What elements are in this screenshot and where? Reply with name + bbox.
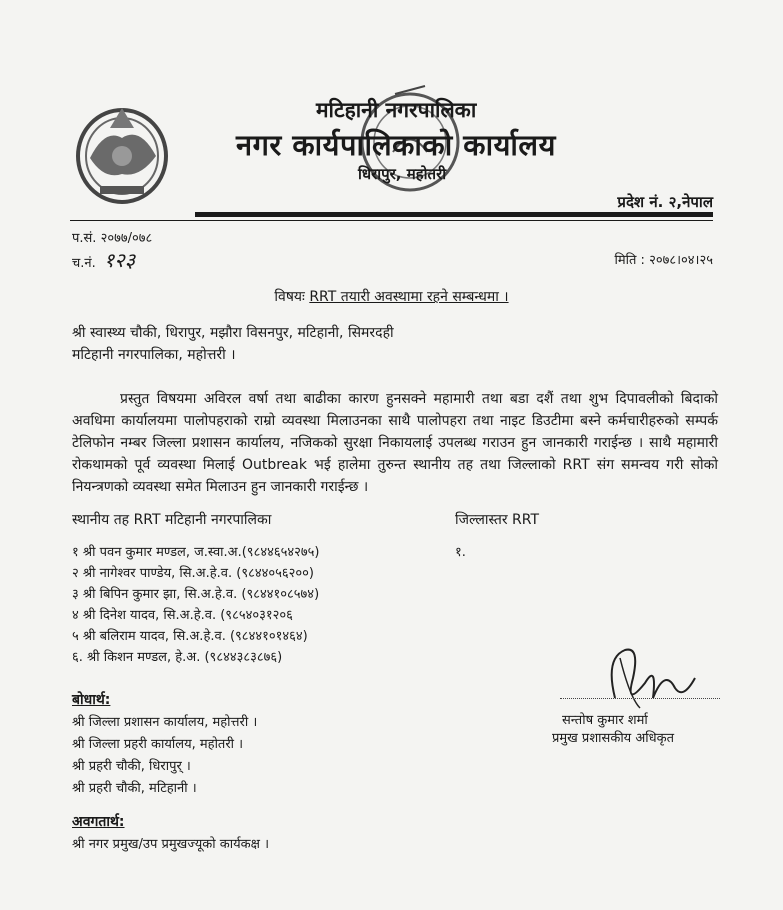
avagatarth-heading: अवगतार्थ: — [72, 814, 125, 830]
rrt-member: ६. श्री किशन मण्डल, हे.अ. (९८४४३८३८७६) — [72, 650, 283, 665]
cc-item: श्री प्रहरी चौकी, मटिहानी । — [72, 781, 197, 796]
municipality-name: मटिहानी नगरपालिका — [316, 98, 477, 122]
rrt-member: ५ श्री बलिराम यादव, सि.अ.हे.व. (९८४४१०१४६४) — [72, 629, 308, 644]
district-rrt-heading: जिल्लास्तर RRT — [455, 512, 540, 528]
rrt-member: ३ श्री बिपिन कुमार झा, सि.अ.हे.व. (९८४४१०८५७४) — [72, 587, 320, 602]
addressee-line-2: मटिहानी नगरपालिका, महोत्तरी । — [72, 347, 236, 363]
rrt-member: ४ श्री दिनेश यादव, सि.अ.हे.व. (९८५४०३१२०६ — [72, 608, 293, 623]
subject-text: RRT तयारी अवस्थामा रहने सम्बन्धमा । — [309, 289, 509, 305]
cc-item: श्री जिल्ला प्रहरी कार्यालय, महोतरी । — [72, 737, 244, 752]
rrt-member: २ श्री नागेश्वर पाण्डेय, सि.अ.हे.व. (९८४४०५६२००) — [72, 566, 315, 581]
header-rule-thin — [70, 220, 713, 221]
handwritten-signature — [595, 638, 705, 718]
patra-sankhya: प.सं. २०७७/०७८ — [72, 231, 153, 246]
body-paragraph: प्रस्तुत विषयमा अविरल वर्षा तथा बाढीका कारण हुनसक्ने महामारी तथा बडा दशैं तथा शुभ दिपावलीको बिदाको अवधिमा कार्यालयमा पालोपहराको राम्रो व्यवस्था मिलाउनका साथै पालोपहरा तथा नाइट डिउटीमा बस्ने कर्मचारीहरुको सम्पर्क टेलिफोन नम्बर जिल्ला प्रशासन कार्यालय, नजिकको सुरक्षा निकायलाई उपलब्ध गराउन हुन जानकारी गराईन्छ । साथै महामारी रोकथामको पूर्व व्यवस्था मिलाई Outbreak भई हालेमा तुरुन्त स्थानीय तह तथा जिल्लाको RRT संग समन्वय गरी सोको नियन्त्रणको व्यवस्था समेत मिलाउन हुन जानकारी गराईन्छ । — [72, 391, 718, 495]
signature-line — [560, 698, 720, 699]
cc-item: श्री जिल्ला प्रशासन कार्यालय, महोत्तरी । — [72, 715, 258, 730]
info-item: श्री नगर प्रमुख/उप प्रमुखज्यूको कार्यकक्ष । — [72, 837, 270, 852]
district-rrt-item: १. — [455, 545, 466, 560]
chalani-label: च.नं. — [72, 256, 96, 271]
header-rule-thick — [195, 212, 713, 217]
office-location: धिरापुर, महोतरी — [358, 165, 447, 183]
letter-date: मिति : २०७८।०४।२५ — [614, 253, 713, 268]
province-label: प्रदेश नं. २,नेपाल — [617, 193, 713, 211]
chalani-number — [72, 246, 135, 273]
signatory-title: प्रमुख प्रशासकीय अधिकृत — [552, 731, 675, 746]
addressee-line-1: श्री स्वास्थ्य चौकी, धिरापुर, मझौरा विसनपुर, मटिहानी, सिमरदही — [72, 325, 394, 341]
cc-item: श्री प्रहरी चौकी, धिरापुर् । — [72, 759, 191, 774]
subject-label: विषयः — [274, 289, 305, 305]
signatory-name: सन्तोष कुमार शर्मा — [562, 713, 648, 728]
office-title: नगर कार्यपालिकाको कार्यालय — [236, 128, 556, 162]
local-rrt-heading: स्थानीय तह RRT मटिहानी नगरपालिका — [72, 512, 272, 528]
rrt-member: १ श्री पवन कुमार मण्डल, ज.स्वा.अ.(९८४४६५४२७५) — [72, 545, 320, 560]
bodharth-heading: बोधार्थ: — [72, 692, 111, 708]
chalani-value: १२३ — [103, 248, 136, 272]
subject-line — [0, 287, 783, 306]
nepal-emblem-logo — [70, 98, 175, 208]
